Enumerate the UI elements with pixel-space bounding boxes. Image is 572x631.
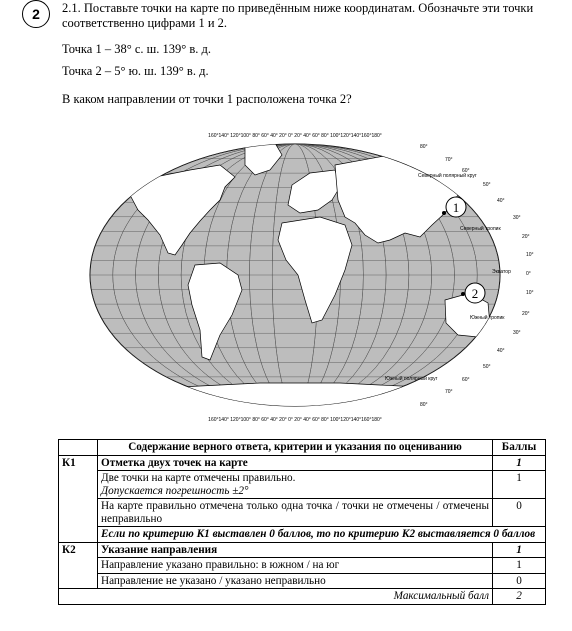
header-code-cell [59, 440, 98, 456]
arctic-circle-label: Северный полярный круг [418, 173, 477, 179]
criteria-table [58, 439, 546, 605]
lat-label-60n: 60° [462, 168, 470, 174]
lat-label-0: 0° [526, 271, 531, 277]
k1-title-cell: Отметка двух точек на карте [98, 455, 493, 471]
header-content-cell: Содержание верного ответа, критерии и указания по оцениванию [98, 440, 493, 456]
k1-row2-score: 0 [493, 499, 546, 527]
lat-label-50n: 50° [483, 182, 491, 188]
lat-label-40s: 40° [497, 348, 505, 354]
k1-title-score: 1 [493, 455, 546, 471]
top-longitude-scale: 160°140° 120°100° 80° 60° 40° 20° 0° 20° 40° 60° 80° 100°120°140°160°180° [208, 133, 382, 139]
lat-label-10s: 10° [526, 290, 534, 296]
k1-code-cell: К1 [59, 455, 98, 542]
k1-note-cell: Если по критерию К1 выставлен 0 баллов, то по критерию К2 выставляется 0 баллов [98, 527, 546, 543]
k2-row2-cell: Направление не указано / указано неправильно [98, 573, 493, 589]
question-number-badge: 2 [22, 0, 50, 28]
svg-text:2: 2 [471, 286, 479, 301]
direction-question: В каком направлении от точки 1 расположена точка 2? [62, 92, 352, 106]
k2-row-correct [59, 558, 546, 574]
lat-label-50s: 50° [483, 364, 491, 370]
k1-row-correct [59, 471, 546, 499]
lat-label-30s: 30° [513, 330, 521, 336]
k1-note-row [59, 527, 546, 543]
k2-code-cell: К2 [59, 542, 98, 589]
world-map [60, 125, 534, 425]
k2-title-cell: Указание направления [98, 542, 493, 558]
k2-title-row [59, 542, 546, 558]
k2-title-score: 1 [493, 542, 546, 558]
point-2-coordinates: Точка 2 – 5° ю. ш. 139° в. д. [62, 64, 209, 78]
max-score-label: Максимальный балл [59, 589, 493, 605]
k2-row-incorrect [59, 573, 546, 589]
lat-label-80n: 80° [420, 144, 428, 150]
header-score-cell: Баллы [493, 440, 546, 456]
lat-label-10n: 10° [526, 252, 534, 258]
lat-label-70n: 70° [445, 157, 453, 163]
bottom-longitude-scale: 160°140° 120°100° 80° 60° 40° 20° 0° 20° 40° 60° 80° 100°120°140°160°180° [208, 417, 382, 423]
tropic-south-label: Южный тропик [470, 315, 505, 321]
k1-row1-cell: Две точки на карте отмечены правильно. Допускается погрешность ±2° [98, 471, 493, 499]
task-line-2: соответственно цифрами 1 и 2. [62, 16, 228, 30]
task-line-1: 2.1. Поставьте точки на карте по приведённым ниже координатам. Обозначьте эти точки [62, 1, 534, 15]
lat-label-70s: 70° [445, 389, 453, 395]
k2-row2-score: 0 [493, 573, 546, 589]
max-score-value: 2 [493, 589, 546, 605]
lat-label-80s: 80° [420, 402, 428, 408]
lat-label-40n: 40° [497, 198, 505, 204]
antarctic-circle-label: Южный полярный круг [385, 376, 438, 382]
k2-row1-score: 1 [493, 558, 546, 574]
k1-row2-cell: На карте правильно отмечена только одна точка / точки не отмечены / отмечены неправильно [98, 499, 493, 527]
k2-row1-cell: Направление указано правильно: в южном / на юг [98, 558, 493, 574]
lat-label-20s: 20° [522, 311, 530, 317]
k1-row1-score: 1 [493, 471, 546, 499]
lat-label-60s: 60° [462, 377, 470, 383]
k1-row-incorrect [59, 499, 546, 527]
svg-text:1: 1 [452, 200, 460, 215]
max-score-row [59, 589, 546, 605]
table-header-row [59, 440, 546, 456]
lat-label-20n: 20° [522, 234, 530, 240]
lat-label-30n: 30° [513, 215, 521, 221]
k1-title-row [59, 455, 546, 471]
equator-label: Экватор [492, 269, 511, 275]
point-1-coordinates: Точка 1 – 38° с. ш. 139° в. д. [62, 42, 212, 56]
tropic-north-label: Северный тропик [460, 226, 501, 232]
